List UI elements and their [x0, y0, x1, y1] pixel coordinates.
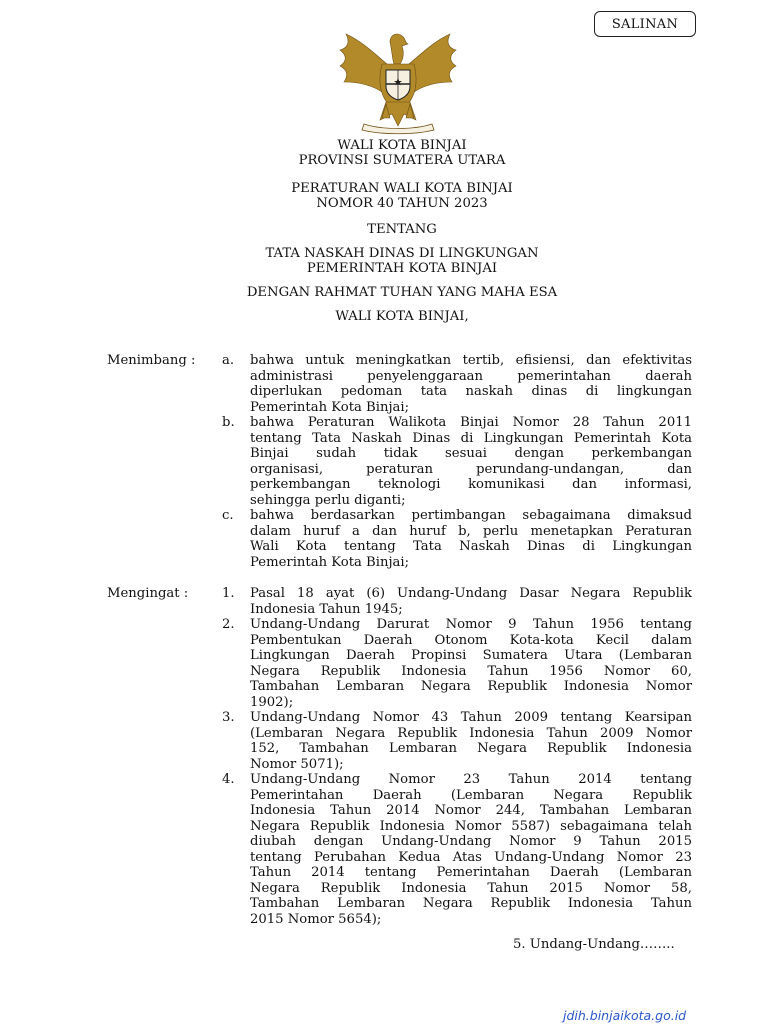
- text-line: tentang Tata Naskah Dinas di Lingkungan Pemerintah Kota: [250, 430, 692, 446]
- item-marker: 1.: [222, 586, 235, 601]
- list-item: [222, 710, 692, 772]
- header-line: NOMOR 40 TAHUN 2023: [316, 196, 488, 211]
- header-line: TENTANG: [367, 222, 437, 237]
- text-line: Negara Republik Indonesia Nomor 5587) sebagaimana telah: [250, 818, 692, 834]
- item-marker: 4.: [222, 772, 235, 787]
- text-line: diubah dengan Undang-Undang Nomor 9 Tahun 2015: [250, 834, 692, 849]
- header-line: WALI KOTA BINJAI: [337, 138, 467, 153]
- text-line: Tahun 2014 tentang Pemerintahan Daerah (Lembaran: [250, 865, 692, 880]
- header-line: TATA NASKAH DINAS DI LINGKUNGAN: [265, 246, 539, 261]
- header-line: [0, 276, 768, 285]
- text-line: bahwa Peraturan Walikota Binjai Nomor 28 Tahun 2011: [250, 415, 692, 430]
- text-line: 2015 Nomor 5654);: [250, 911, 382, 927]
- menimbang-section: [222, 353, 692, 570]
- text-line: Pembentukan Daerah Otonom Kota-kota Kecil dalam: [250, 632, 692, 648]
- footer-link[interactable]: jdih.binjaikota.go.id: [563, 1008, 687, 1023]
- text-line: 1902);: [250, 694, 294, 710]
- list-item: [222, 415, 692, 508]
- text-line: bahwa berdasarkan pertimbangan sebagaimana dimaksud: [250, 508, 692, 523]
- text-line: Undang-Undang Nomor 23 Tahun 2014 tentang: [250, 772, 692, 787]
- text-line: tentang Perubahan Kedua Atas Undang-Undang Nomor 23: [250, 849, 692, 865]
- item-marker: 2.: [222, 617, 235, 632]
- text-line: organisasi, peraturan perundang-undangan, dan: [250, 461, 692, 477]
- text-line: diperlukan pedoman tata naskah dinas di lingkungan: [250, 384, 692, 399]
- header-line: PEMERINTAH KOTA BINJAI: [306, 261, 498, 276]
- text-line: Pemerintah Kota Binjai;: [250, 399, 410, 415]
- item-marker: 3.: [222, 710, 235, 725]
- text-line: sehingga perlu diganti;: [250, 492, 406, 508]
- text-line: Indonesia Tahun 2014 Nomor 244, Tambahan Lembaran: [250, 803, 692, 818]
- text-line: Undang-Undang Darurat Nomor 9 Tahun 1956 tentang: [250, 617, 692, 632]
- list-item: [222, 508, 692, 570]
- header-line: WALI KOTA BINJAI,: [335, 309, 469, 324]
- text-line: Tambahan Lembaran Negara Republik Indonesia Nomor: [250, 679, 692, 694]
- text-line: Tambahan Lembaran Negara Republik Indonesia Tahun: [250, 896, 692, 911]
- menimbang-label: Menimbang :: [107, 353, 196, 368]
- text-line: (Lembaran Negara Republik Indonesia Tahun 2009 Nomor: [250, 725, 692, 741]
- text-line: Binjai sudah tidak sesuai dengan perkembangan: [250, 446, 692, 461]
- document-header: [0, 138, 768, 324]
- text-line: Negara Republik Indonesia Tahun 1956 Nomor 60,: [250, 663, 692, 679]
- list-item: [222, 772, 692, 927]
- header-line: [0, 300, 768, 309]
- header-line: [0, 211, 768, 222]
- mengingat-section: [222, 586, 692, 927]
- header-line: [0, 168, 768, 181]
- text-line: Wali Kota tentang Tata Naskah Dinas di Lingkungan: [250, 539, 692, 554]
- list-item: [222, 586, 692, 617]
- text-line: Undang-Undang Nomor 43 Tahun 2009 tentang Kearsipan: [250, 710, 692, 725]
- text-line: Pemerintah Kota Binjai;: [250, 554, 410, 570]
- text-line: Lingkungan Daerah Propinsi Sumatera Utara (Lembaran: [250, 648, 692, 663]
- text-line: Indonesia Tahun 1945;: [250, 601, 403, 617]
- salinan-stamp: SALINAN: [594, 11, 696, 37]
- header-line: [0, 237, 768, 246]
- text-line: perkembangan teknologi komunikasi dan informasi,: [250, 477, 692, 492]
- header-line: DENGAN RAHMAT TUHAN YANG MAHA ESA: [246, 285, 558, 300]
- garuda-pancasila-emblem-icon: [334, 28, 462, 136]
- header-line: PROVINSI SUMATERA UTARA: [298, 153, 506, 168]
- text-line: Nomor 5071);: [250, 756, 344, 772]
- text-line: dalam huruf a dan huruf b, perlu menetapkan Peraturan: [250, 523, 692, 539]
- item-marker: b.: [222, 415, 235, 430]
- continuation-marker: 5. Undang-Undang……..: [513, 937, 675, 952]
- item-marker: c.: [222, 508, 234, 523]
- text-line: administrasi penyelenggaraan pemerintahan daerah: [250, 368, 692, 384]
- mengingat-label: Mengingat :: [107, 586, 189, 601]
- header-line: PERATURAN WALI KOTA BINJAI: [291, 181, 513, 196]
- list-item: [222, 617, 692, 710]
- item-marker: a.: [222, 353, 235, 368]
- text-line: 152, Tambahan Lembaran Negara Republik Indonesia: [250, 741, 692, 756]
- text-line: Negara Republik Indonesia Tahun 2015 Nomor 58,: [250, 880, 692, 896]
- text-line: bahwa untuk meningkatkan tertib, efisiensi, dan efektivitas: [250, 353, 692, 368]
- text-line: Pasal 18 ayat (6) Undang-Undang Dasar Negara Republik: [250, 586, 692, 601]
- list-item: [222, 353, 692, 415]
- text-line: Pemerintahan Daerah (Lembaran Negara Republik: [250, 787, 692, 803]
